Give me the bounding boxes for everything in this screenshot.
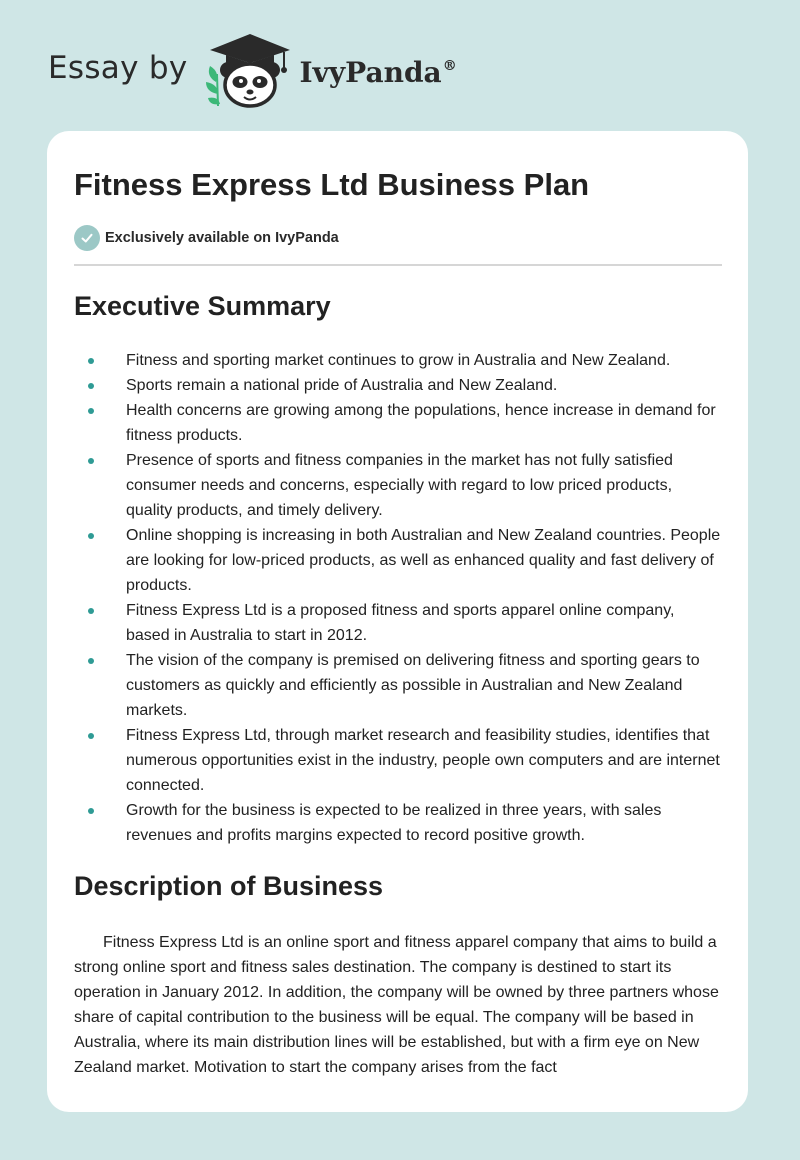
exclusive-badge	[74, 225, 722, 251]
body-paragraph: Fitness Express Ltd is an online sport and fitness apparel company that aims to build a strong online sport and fitness sales destination. The company is destined to start its operation in January 2012. In addition, the company will be owned by three partners whose share of capital contribution to the business will be equal. The company will be based in Australia, where its main distribution lines will be established, but with a firm eye on New Zealand market. Motivation to start the company arises from the fact	[74, 934, 719, 1076]
bullet-icon	[88, 608, 94, 614]
list-item-text: Online shopping is increasing in both Australian and New Zealand countries. People are looking for low-priced products, as well as enhanced quality and fast delivery of products.	[126, 527, 721, 594]
bullet-icon	[88, 358, 94, 364]
exclusive-label: Exclusively available on IvyPanda	[105, 230, 339, 246]
list-item	[74, 648, 722, 723]
list-item-text: Fitness Express Ltd is a proposed fitness and sports apparel online company, based in Australia to start in 2012.	[126, 602, 675, 644]
bullet-icon	[88, 533, 94, 539]
bullet-icon	[88, 733, 94, 739]
list-item	[74, 798, 722, 848]
list-item-text: Fitness Express Ltd, through market research and feasibility studies, identifies that numerous opportunities exist in the industry, people own computers and are internet connected.	[126, 727, 720, 794]
bullet-icon	[88, 658, 94, 664]
brand-header	[48, 30, 457, 110]
brand-prefix: Essay by	[48, 50, 188, 86]
check-icon	[74, 225, 100, 251]
list-item-text: Presence of sports and fitness companies in the market has not fully satisfied consumer needs and concerns, especially with regard to low priced products, quality products, and timely delivery.	[126, 452, 673, 519]
panda-graduate-icon	[204, 30, 296, 110]
list-item	[74, 598, 722, 648]
bullet-icon	[88, 408, 94, 414]
section-heading-description-of-business: Description of Business	[74, 871, 384, 901]
bullet-icon	[88, 458, 94, 464]
list-item	[74, 373, 722, 398]
brand-name: IvyPanda®	[299, 55, 457, 89]
essay-card	[47, 131, 748, 1112]
bullet-icon	[88, 808, 94, 814]
list-item-text: Growth for the business is expected to be realized in three years, with sales revenues and profits margins expected to record positive growth.	[126, 802, 662, 844]
list-item	[74, 448, 722, 523]
list-item-text: The vision of the company is premised on delivering fitness and sporting gears to customers as quickly and efficiently as possible in Australian and New Zealand markets.	[126, 652, 700, 719]
list-item-text: Fitness and sporting market continues to grow in Australia and New Zealand.	[126, 352, 671, 369]
bullet-icon	[88, 383, 94, 389]
list-item-text: Health concerns are growing among the populations, hence increase in demand for fitness products.	[126, 402, 716, 444]
trademark-symbol: ®	[442, 57, 457, 74]
page-title: Fitness Express Ltd Business Plan	[74, 167, 590, 202]
list-item	[74, 398, 722, 448]
list-item	[74, 723, 722, 798]
list-item	[74, 348, 722, 373]
section-heading-executive-summary: Executive Summary	[74, 291, 331, 321]
executive-summary-list	[74, 348, 722, 848]
title-divider	[74, 264, 722, 266]
list-item-text: Sports remain a national pride of Australia and New Zealand.	[126, 377, 558, 394]
list-item	[74, 523, 722, 598]
